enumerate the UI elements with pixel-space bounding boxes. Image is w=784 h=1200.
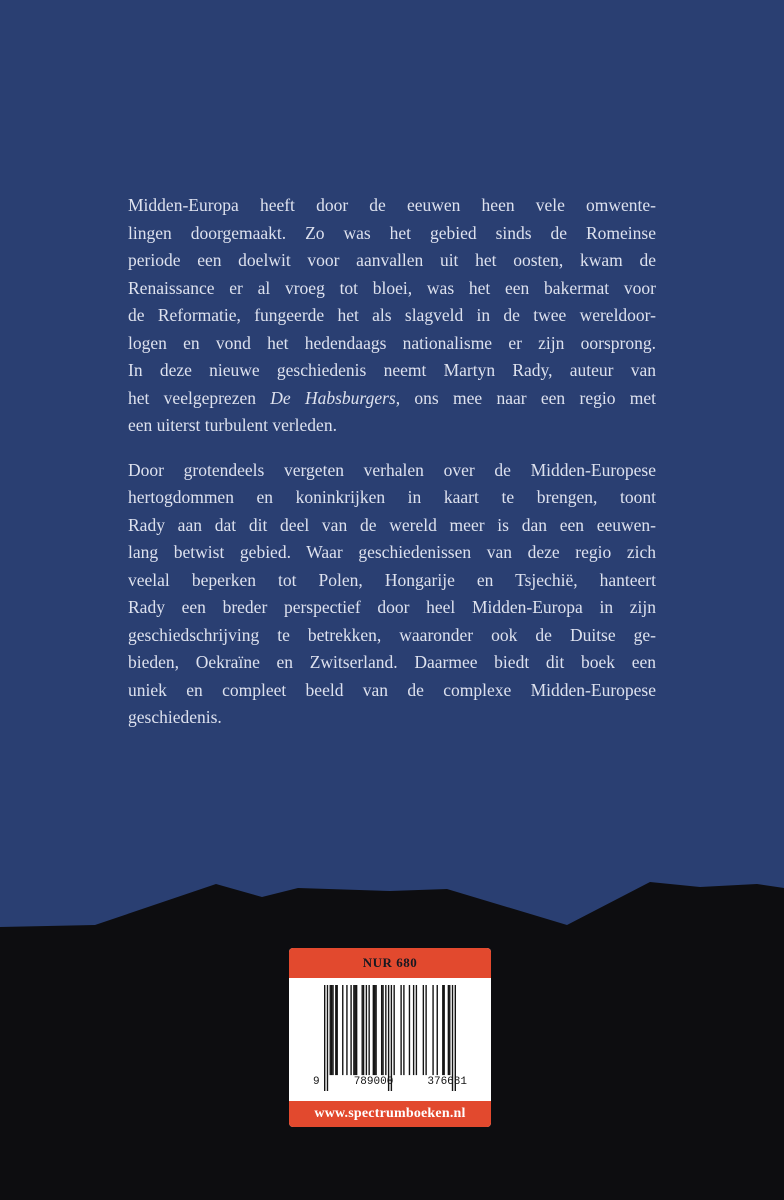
text-line: Midden-Europa heeft door de eeuwen heen vele omwente- [128,195,656,215]
text-line: lang betwist gebied. Waar geschiedenissen van deze regio zich [128,542,656,562]
text-segment: het veelgeprezen [128,387,271,408]
text-line: uniek en compleet beeld van de complexe Midden-Europese [128,679,656,700]
text-line: geschiedenis. [128,707,222,727]
text-line: Renaissance er al vroeg tot bloei, was het een bakermat voor [128,277,656,298]
website-band [289,1101,491,1127]
isbn-digit-group: 789000 [353,1076,394,1088]
text-line: veelal beperken tot Polen, Hongarije en Tsjechië, hanteert [128,569,656,590]
text-line: de Reformatie, fungeerde het als slagveld in de twee wereldoor- [128,305,656,325]
text-segment: , ons mee naar een regio met [395,387,656,408]
text-line-with-book-title [128,385,656,413]
text-line: logen en vond het hedendaags nationalisme er zijn oorsprong. [128,332,656,353]
publisher-website-text: www.spectrumboeken.nl [314,1106,466,1121]
text-line: Rady een breder perspectief door heel Midden-Europa in zijn [128,597,656,617]
book-title-italic: De Habsburgers [270,387,396,408]
isbn-digit-group: 376681 [427,1076,467,1088]
text-line: hertogdommen en koninkrijken in kaart te brengen, toont [128,487,656,507]
text-line: bieden, Oekraïne en Zwitserland. Daarmee biedt dit boek een [128,652,656,672]
nur-band [289,948,491,978]
isbn-digits [313,1076,467,1088]
barcode-area [289,978,491,1101]
nur-code-text: NUR 680 [362,955,418,970]
text-line: Rady aan dat dit deel van de wereld meer is dan een eeuwen- [128,514,656,535]
back-cover-text [128,192,656,732]
paragraph-1 [128,192,656,440]
paragraph-2 [128,457,656,732]
barcode-label [289,948,491,1127]
text-line: In deze nieuwe geschiedenis neemt Martyn Rady, auteur van [128,360,656,380]
text-line: een uiterst turbulent verleden. [128,415,337,435]
text-line: geschiedschrijving te betrekken, waaronder ook de Duitse ge- [128,624,656,645]
isbn-digit-group: 9 [313,1076,320,1088]
text-line: periode een doelwit voor aanvallen uit het oosten, kwam de [128,250,656,270]
text-line: lingen doorgemaakt. Zo was het gebied sinds de Romeinse [128,222,656,243]
text-line: Door grotendeels vergeten verhalen over de Midden-Europese [128,459,656,480]
